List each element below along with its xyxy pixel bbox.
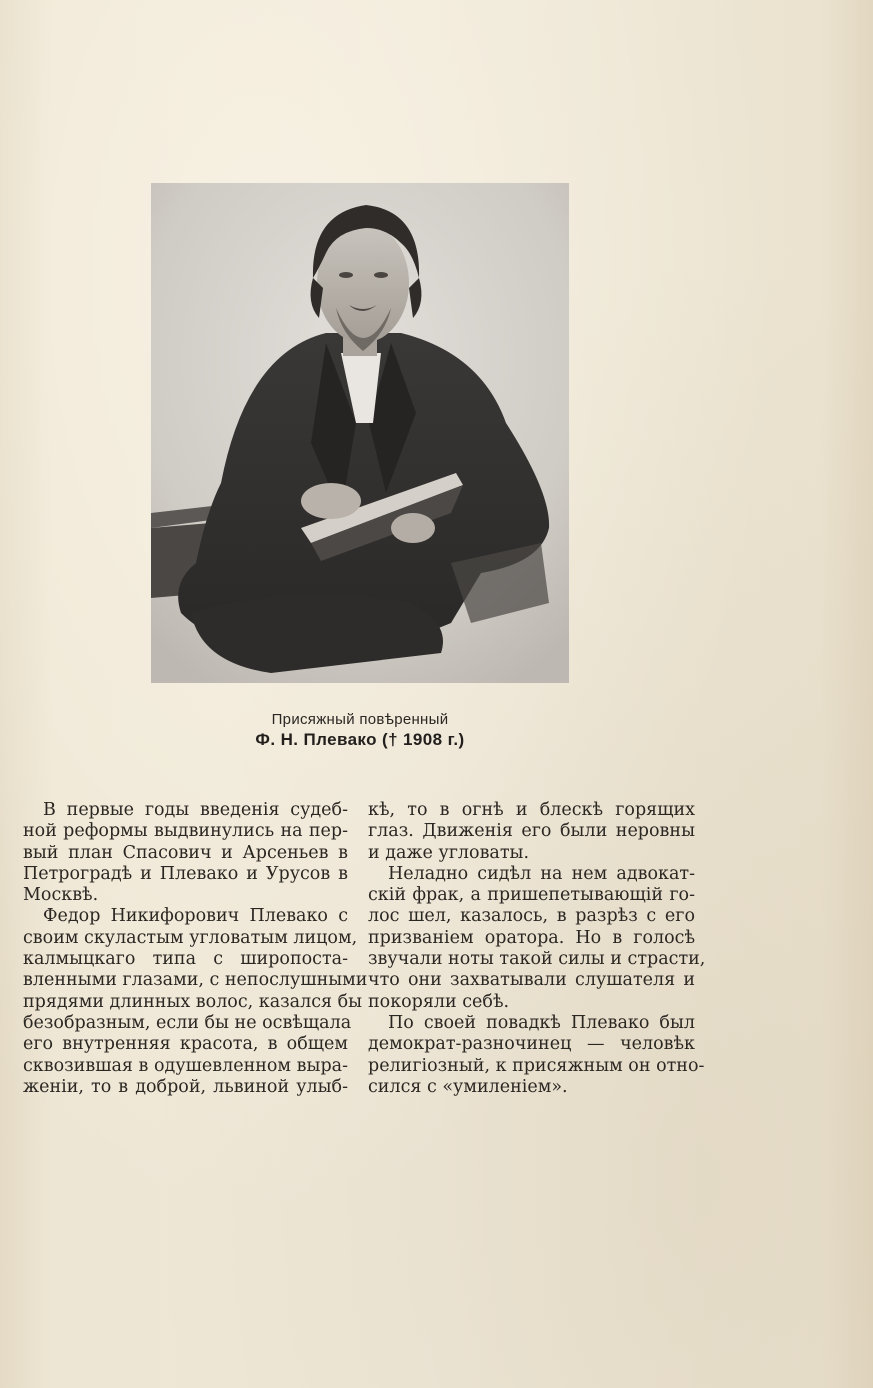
text-line: калмыцкаго типа с широпоста- bbox=[23, 949, 348, 970]
text-line: По своей повадкѣ Плевако был bbox=[388, 1012, 695, 1033]
text-line: прядями длинных волос, казался бы bbox=[23, 991, 363, 1012]
text-line: сился с «умиленіем». bbox=[368, 1076, 568, 1097]
text-line: и даже угловаты. bbox=[368, 842, 530, 863]
text-line: религіозный, к присяжным он отно- bbox=[368, 1055, 705, 1076]
text-line: сквозившая в одушевленном выра- bbox=[23, 1055, 348, 1076]
text-line: В первые годы введенія судеб- bbox=[43, 800, 348, 820]
text-line: покоряли себѣ. bbox=[368, 991, 510, 1012]
text-line: безобразным, если бы не освѣщала bbox=[23, 1012, 352, 1033]
text-line: глаз. Движенія его были неровны bbox=[368, 821, 695, 842]
text-line: вый план Спасович и Арсеньев в bbox=[23, 842, 348, 863]
text-line: его внутренняя красота, в общем bbox=[23, 1034, 348, 1055]
text-line: ной реформы выдвинулись на пер- bbox=[23, 821, 348, 842]
text-line: Федор Никифорович Плевако с bbox=[43, 906, 348, 927]
text-line: вленными глазами, с непослушными bbox=[23, 970, 368, 991]
text-line: призваніем оратора. Но в голосѣ bbox=[368, 927, 695, 948]
text-line: демократ-разночинец — человѣк bbox=[368, 1034, 695, 1055]
text-line: скій фрак, а пришепетывающій го- bbox=[368, 885, 695, 906]
text-line: звучали ноты такой силы и страсти, bbox=[368, 949, 706, 970]
text-line: Петроградѣ и Плевако и Урусов в bbox=[23, 863, 348, 884]
figure-caption-name: Ф. Н. Плевако († 1908 г.) bbox=[255, 730, 465, 749]
figure-caption-title: Присяжный повѣренный bbox=[271, 711, 449, 728]
text-line: своим скуластым угловатым лицом, bbox=[23, 927, 358, 948]
text-column-right bbox=[368, 800, 706, 1098]
text-column-left bbox=[23, 800, 368, 1098]
text-line: кѣ, то в огнѣ и блескѣ горящих bbox=[368, 800, 695, 820]
text-line: Неладно сидѣл на нем адвокат- bbox=[388, 863, 695, 884]
text-line: женіи, то в доброй, львиной улыб- bbox=[23, 1076, 348, 1097]
text-line: что они захватывали слушателя и bbox=[368, 970, 695, 991]
text-line: лос шел, казалось, в разрѣз с его bbox=[368, 906, 695, 927]
text-line: Москвѣ. bbox=[23, 885, 99, 906]
portrait-photograph bbox=[151, 183, 569, 683]
